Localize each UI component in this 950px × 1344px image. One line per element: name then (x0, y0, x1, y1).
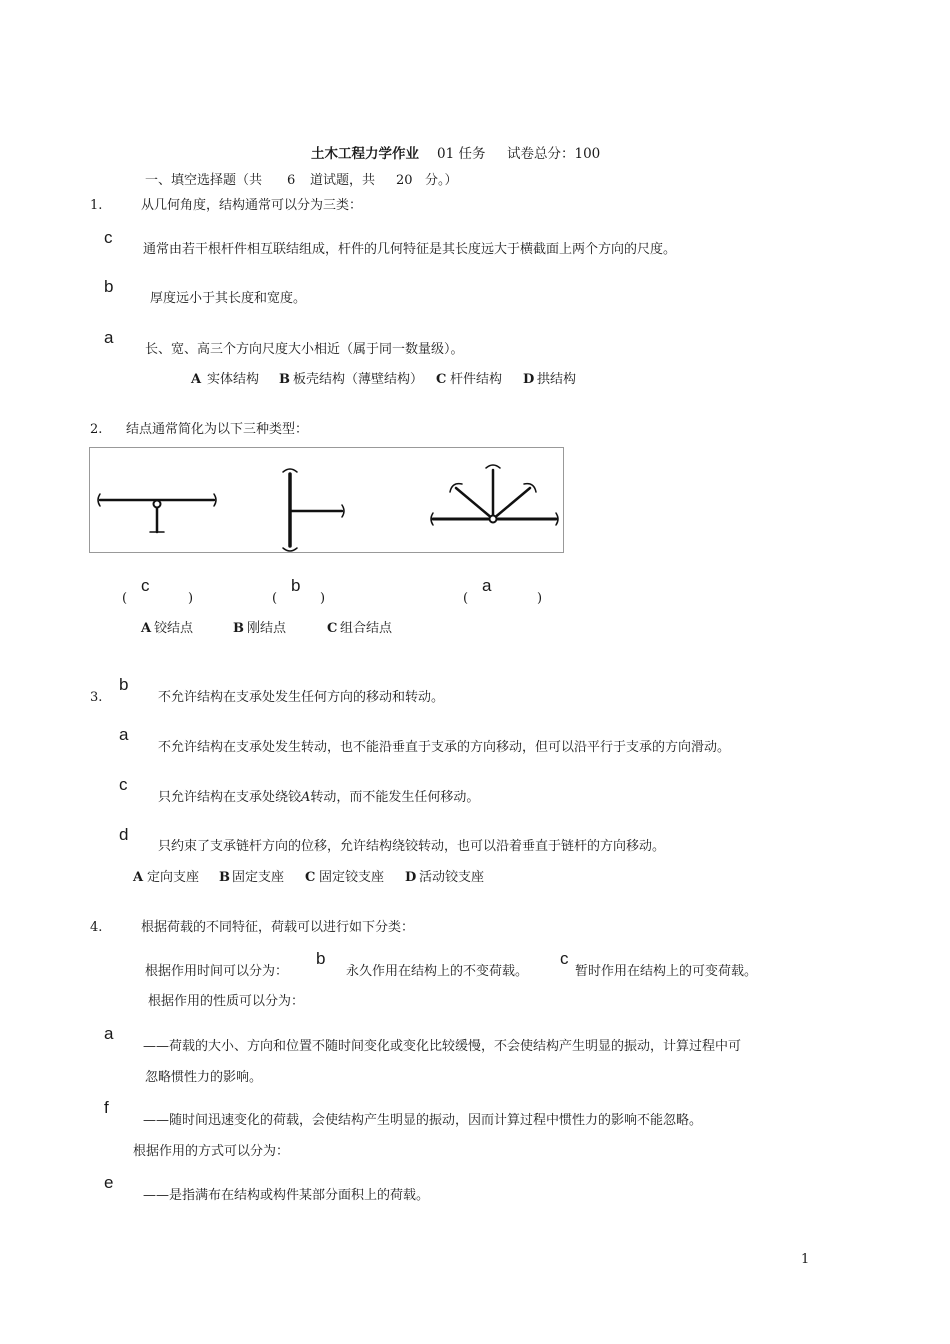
option-text: 铰结点 (154, 621, 194, 636)
question-number: 3. (90, 690, 103, 705)
option-letter: D (405, 870, 417, 885)
answer-mark: b (104, 277, 114, 296)
item-text: 不允许结构在支承处发生转动，也不能沿垂直于支承的方向移动，但可以沿平行于支承的方向滑动。 (158, 740, 731, 755)
option-text: 组合结点 (340, 621, 393, 636)
answer-mark: b (119, 675, 129, 694)
answer-mark: f (104, 1098, 109, 1117)
hinge-joint-drawing (98, 494, 216, 532)
answer-mark: b (316, 949, 326, 968)
item-text: 长、宽、高三个方向尺度大小相近（属于同一数量级）。 (145, 342, 464, 357)
blank-open-paren: ( (122, 591, 128, 606)
option-letter: A (191, 372, 202, 387)
answer-mark: a (104, 328, 114, 347)
item-text: ——荷载的大小、方向和位置不随时间变化或变化比较缓慢，不会使结构产生明显的振动，计算过程中可 (143, 1039, 742, 1054)
blank-close-paren: ) (188, 591, 194, 606)
option-letter: B (279, 372, 290, 387)
category-label: 根据作用的性质可以分为： (148, 994, 305, 1009)
option-text: 杆件结构 (450, 372, 503, 387)
option-letter: D (523, 372, 535, 387)
blank-close-paren: ) (537, 591, 543, 606)
answer-mark: e (104, 1173, 114, 1192)
blank-close-paren: ) (320, 591, 326, 606)
option-text: 刚结点 (247, 621, 287, 636)
answer-mark: d (119, 825, 129, 844)
option-letter: A (141, 621, 152, 636)
option-text: 定向支座 (147, 870, 200, 885)
answer-mark: c (104, 228, 113, 247)
item-text-pre: 只允许结构在支承处绕铰 (158, 790, 302, 805)
answer-mark: a (119, 725, 129, 744)
blank-open-paren: ( (463, 591, 469, 606)
question-number: 1. (90, 198, 103, 213)
item-text: ——是指满布在结构或构件某部分面积上的荷载。 (143, 1188, 430, 1203)
answer-mark: b (291, 576, 301, 595)
option-text: 固定支座 (232, 870, 285, 885)
item-text: 暂时作用在结构上的可变荷载。 (575, 964, 758, 979)
item-text: 通常由若干根杆件相互联结组成，杆件的几何特征是其长度远大于横截面上两个方向的尺度。 (143, 242, 677, 257)
item-text (158, 791, 479, 804)
option-text: 板壳结构（薄壁结构） (293, 372, 424, 387)
joint-diagrams (90, 448, 565, 554)
section-count: 6 (287, 173, 296, 188)
option-letter: C (305, 870, 316, 885)
category-label: 根据作用时间可以分为： (145, 964, 289, 979)
category-label: 根据作用的方式可以分为： (133, 1144, 290, 1159)
option-letter: C (327, 621, 338, 636)
section-heading: 一、填空选择题（共 (145, 173, 263, 188)
item-text: 不允许结构在支承处发生任何方向的移动和转动。 (158, 690, 445, 705)
item-text-variable: A (301, 790, 311, 805)
item-text-post: 转动，而不能发生任何移动。 (310, 790, 480, 805)
document-title: 土木工程力学作业 (311, 146, 419, 162)
option-letter: A (133, 870, 144, 885)
option-text: 实体结构 (207, 372, 260, 387)
question-prompt: 结点通常简化为以下三种类型： (126, 422, 309, 437)
task-label: 01 任务 (437, 146, 486, 162)
item-text: 厚度远小于其长度和宽度。 (150, 291, 307, 306)
answer-mark: a (482, 576, 492, 595)
answer-mark: c (119, 775, 128, 794)
combined-joint-drawing (431, 465, 558, 525)
item-text: 只约束了支承链杆方向的位移，允许结构绕铰转动，也可以沿着垂直于链杆的方向移动。 (158, 839, 666, 854)
question-prompt: 从几何角度，结构通常可以分为三类： (141, 198, 363, 213)
item-text-continued: 忽略惯性力的影响。 (145, 1070, 263, 1085)
section-points: 20 (396, 173, 413, 188)
total-score: 试卷总分：100 (507, 146, 601, 162)
answer-mark: a (104, 1024, 114, 1043)
question-number: 4. (90, 920, 103, 935)
item-text: 永久作用在结构上的不变荷载。 (346, 964, 529, 979)
page-number: 1 (801, 1252, 810, 1267)
option-letter: B (219, 870, 230, 885)
option-text: 拱结构 (537, 372, 577, 387)
question-prompt: 根据荷载的不同特征，荷载可以进行如下分类： (141, 920, 415, 935)
section-heading-tail: 分。） (425, 173, 458, 188)
option-letter: B (233, 621, 244, 636)
section-heading-mid: 道试题，共 (310, 173, 376, 188)
rigid-joint-drawing (283, 469, 344, 551)
option-text: 固定铰支座 (319, 870, 385, 885)
blank-open-paren: ( (272, 591, 278, 606)
option-letter: C (436, 372, 447, 387)
answer-mark: c (141, 576, 150, 595)
question-number: 2. (90, 422, 103, 437)
answer-mark: c (560, 949, 569, 968)
joint-types-figure (89, 447, 564, 553)
option-text: 活动铰支座 (419, 870, 485, 885)
item-text: ——随时间迅速变化的荷载，会使结构产生明显的振动，因而计算过程中惯性力的影响不能忽略。 (143, 1113, 703, 1128)
